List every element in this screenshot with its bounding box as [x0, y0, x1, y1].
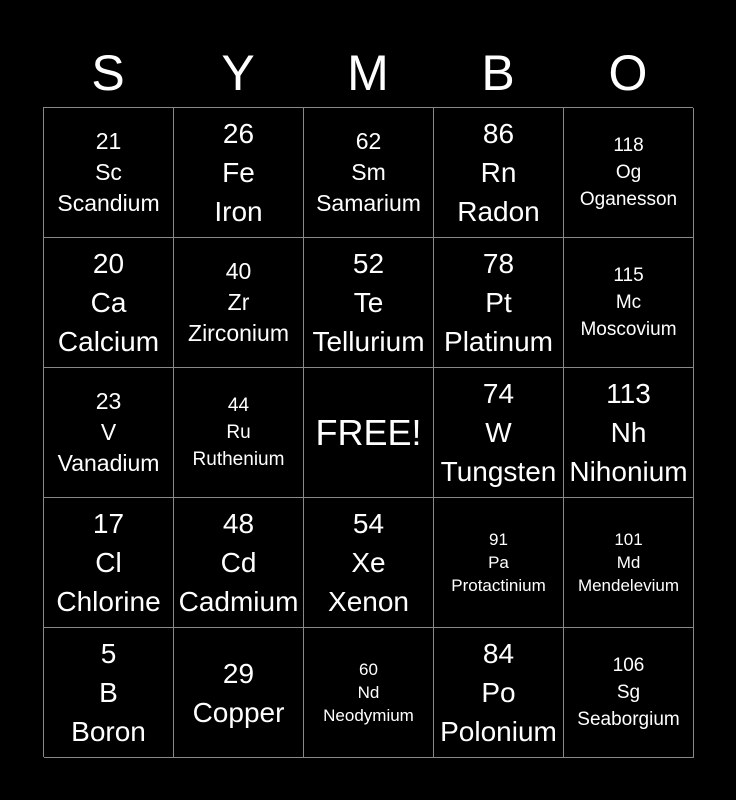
- cell-text-line: V: [100, 419, 117, 445]
- cell-text-line: 101: [614, 530, 643, 549]
- header-letter: S: [91, 45, 125, 101]
- cell-text-line: 54: [352, 508, 385, 539]
- cell-text-line: 91: [489, 530, 508, 549]
- cell-text-line: Fe: [222, 157, 255, 188]
- cell-text-line: Pa: [488, 553, 509, 572]
- cell-text-line: 23: [95, 388, 122, 414]
- cell-text-line: Chlorine: [56, 586, 161, 617]
- cell-text-line: Moscovium: [580, 319, 677, 340]
- cell-text-line: Ru: [226, 422, 251, 443]
- cell-text-line: Scandium: [57, 190, 160, 216]
- cell-text-line: 106: [612, 655, 645, 676]
- bingo-cell[interactable]: [564, 108, 694, 238]
- bingo-header: [43, 42, 693, 104]
- cell-text-line: 26: [222, 118, 255, 149]
- cell-text-line: 84: [482, 638, 515, 669]
- cell-text-line: Samarium: [316, 190, 421, 216]
- bingo-cell[interactable]: [564, 368, 694, 498]
- cell-text-line: 48: [222, 508, 255, 539]
- cell-text-line: 78: [482, 248, 515, 279]
- cell-text-line: Neodymium: [323, 706, 414, 725]
- bingo-cell[interactable]: [44, 108, 174, 238]
- bingo-cell[interactable]: [44, 238, 174, 368]
- free-space-cell[interactable]: [304, 368, 434, 498]
- cell-text-line: Mendelevium: [577, 576, 680, 595]
- cell-text-line: Iron: [214, 196, 263, 227]
- cell-text-line: Radon: [457, 196, 540, 227]
- bingo-cell[interactable]: [44, 498, 174, 628]
- cell-text-line: Vanadium: [57, 450, 160, 476]
- bingo-cell[interactable]: [174, 368, 304, 498]
- bingo-grid: [43, 107, 693, 757]
- cell-text-line: Og: [615, 162, 642, 183]
- cell-text-line: Rn: [480, 157, 517, 188]
- cell-text-line: Protactinium: [451, 576, 546, 595]
- cell-text-line: 113: [606, 378, 651, 409]
- cell-text-line: Pt: [485, 287, 512, 318]
- cell-text-line: Sg: [616, 682, 641, 703]
- cell-text-line: 60: [359, 660, 378, 679]
- cell-text-line: Copper: [192, 696, 285, 728]
- cell-text-line: 20: [92, 248, 125, 279]
- header-letter: B: [481, 45, 515, 101]
- cell-text-line: 62: [355, 128, 382, 154]
- bingo-cell[interactable]: [174, 108, 304, 238]
- bingo-cell[interactable]: [304, 238, 434, 368]
- bingo-cell[interactable]: [174, 628, 304, 758]
- cell-text-line: Nihonium: [569, 456, 688, 487]
- cell-text-line: Nh: [610, 417, 647, 448]
- cell-text-line: Seaborgium: [577, 709, 680, 730]
- header-letter: O: [608, 45, 648, 101]
- cell-text-line: 21: [95, 128, 122, 154]
- cell-text-line: Sm: [351, 159, 386, 185]
- bingo-cell[interactable]: [174, 238, 304, 368]
- cell-text-line: 29: [222, 657, 255, 689]
- cell-text-line: Cadmium: [178, 586, 299, 617]
- bingo-cell[interactable]: [44, 628, 174, 758]
- bingo-cell[interactable]: [434, 628, 564, 758]
- cell-text-line: Md: [616, 553, 641, 572]
- header-letter: Y: [221, 45, 255, 101]
- cell-text-line: 5: [100, 638, 117, 669]
- cell-text-line: Cd: [220, 547, 257, 578]
- cell-text-line: Zirconium: [188, 320, 289, 346]
- bingo-cell[interactable]: [434, 108, 564, 238]
- cell-text-line: 115: [613, 265, 644, 286]
- bingo-cell[interactable]: [44, 368, 174, 498]
- cell-text-line: 86: [482, 118, 515, 149]
- cell-text-line: 40: [225, 258, 252, 284]
- bingo-cell[interactable]: [174, 498, 304, 628]
- cell-text-line: Ca: [90, 287, 127, 318]
- cell-text-line: 17: [92, 508, 125, 539]
- cell-text-line: Platinum: [444, 326, 553, 357]
- cell-text-line: Boron: [71, 716, 146, 747]
- cell-text-line: Xenon: [328, 586, 409, 617]
- cell-text-line: 52: [352, 248, 385, 279]
- bingo-cell[interactable]: [304, 628, 434, 758]
- bingo-cell[interactable]: [304, 498, 434, 628]
- cell-text-line: Mc: [615, 292, 642, 313]
- cell-text-line: Ruthenium: [192, 449, 285, 470]
- cell-text-line: 118: [613, 135, 644, 156]
- bingo-cell[interactable]: [564, 498, 694, 628]
- bingo-cell[interactable]: [564, 238, 694, 368]
- cell-text-line: Nd: [357, 683, 380, 702]
- cell-text-line: Tellurium: [312, 326, 425, 357]
- cell-text-line: Tungsten: [440, 456, 557, 487]
- bingo-cell[interactable]: [564, 628, 694, 758]
- cell-text-line: Zr: [227, 289, 250, 315]
- cell-text-line: Polonium: [440, 716, 557, 747]
- bingo-cell[interactable]: [434, 238, 564, 368]
- cell-text-line: W: [485, 417, 512, 448]
- cell-text-line: B: [99, 677, 118, 708]
- cell-text-line: Sc: [95, 159, 122, 185]
- free-space-label: FREE!: [315, 411, 422, 453]
- cell-text-line: Xe: [351, 547, 386, 578]
- cell-text-line: Oganesson: [579, 189, 678, 210]
- bingo-cell[interactable]: [304, 108, 434, 238]
- cell-text-line: Te: [353, 287, 384, 318]
- header-letter: M: [347, 45, 389, 101]
- bingo-cell[interactable]: [434, 498, 564, 628]
- cell-text-line: 74: [482, 378, 515, 409]
- bingo-cell[interactable]: [434, 368, 564, 498]
- cell-text-line: Calcium: [57, 326, 160, 357]
- cell-text-line: Cl: [95, 547, 122, 578]
- cell-text-line: 44: [227, 395, 250, 416]
- cell-text-line: Po: [481, 677, 516, 708]
